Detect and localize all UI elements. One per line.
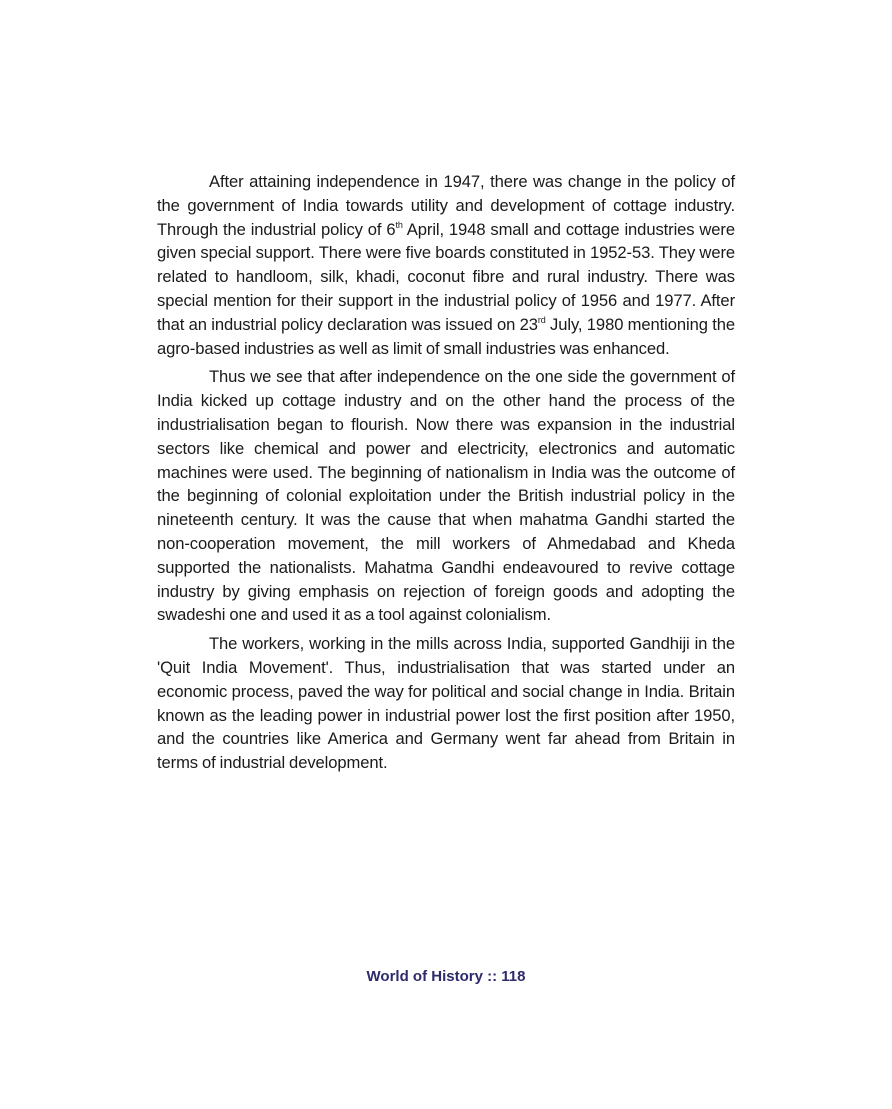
paragraph-2-text: Thus we see that after independence on the one side the government of India kicked up cottage industry and on the other hand the process of the industrialisation began to flourish. Now there was expansion in the industrial sectors like chemical and power and electricity, electronics and automatic machines were used. The beginning of nationalism in India was the outcome of the beginning of colonial exploitation under the British industrial policy in the nineteenth century. It was the cause that when mahatma Gandhi started the non-cooperation movement, the mill workers of Ahmedabad and Kheda supported the nationalists. Mahatma Gandhi endeavoured to revive cottage industry by giving emphasis on rejection of foreign goods and adopting the swadeshi one and used it as a tool against colonialism. — [157, 367, 735, 625]
page-footer: World of History :: 118 — [366, 968, 526, 985]
paragraph-1-text-a: After attaining independence in 1947, there was change in the policy of the government of India towards utility and development of cottage industry. Through the industrial policy of 6 — [157, 172, 735, 239]
paragraph-2 — [157, 365, 735, 627]
paragraph-1-text-c: July, 1980 mentioning the agro-based industries as well as limit of small industries was enhanced. — [157, 314, 735, 358]
paragraph-1 — [157, 170, 735, 360]
page-body — [157, 170, 735, 780]
ordinal-superscript-rd: rd — [537, 314, 546, 325]
paragraph-3 — [157, 632, 735, 775]
ordinal-superscript-th: th — [395, 219, 403, 230]
paragraph-1-text-b: April, 1948 small and cottage industries were given special support. There were five boards constituted in 1952-53. They were related to handloom, silk, khadi, coconut fibre and rural industry. There was special mention for their support in the industrial policy of 1956 and 1977. After that an industrial policy declaration was issued on 23 — [157, 219, 735, 334]
paragraph-3-text: The workers, working in the mills across India, supported Gandhiji in the 'Quit India Movement'. Thus, industrialisation that was started under an economic process, paved the way for political and social change in India. Britain known as the leading power in industrial power lost the first position after 1950, and the countries like America and Germany went far ahead from Britain in terms of industrial development. — [157, 634, 735, 773]
